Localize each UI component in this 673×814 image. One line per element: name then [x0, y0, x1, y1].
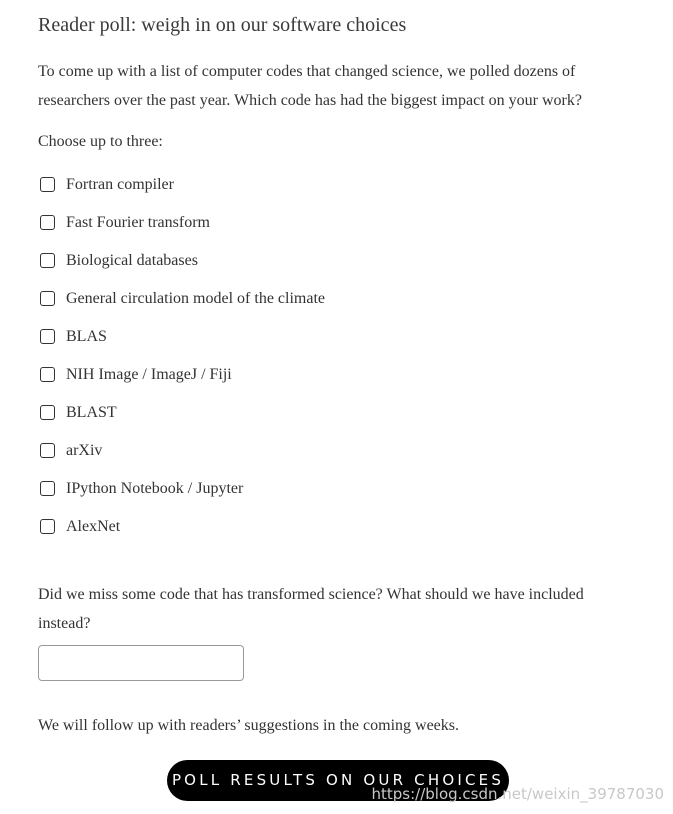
poll-intro: To come up with a list of computer codes that changed science, we polled dozens of researchers over the past year. Which code has had the biggest impact on your work? [38, 63, 582, 109]
option-fortran-compiler[interactable] [40, 175, 325, 213]
poll-results-button[interactable]: POLL RESULTS ON OUR CHOICES [167, 760, 509, 801]
option-nih-image[interactable] [40, 365, 325, 403]
checkbox[interactable] [40, 443, 55, 458]
checkbox[interactable] [40, 291, 55, 306]
checkbox[interactable] [40, 367, 55, 382]
option-alexnet[interactable] [40, 517, 325, 555]
option-label[interactable]: General circulation model of the climate [66, 290, 325, 307]
checkbox[interactable] [40, 177, 55, 192]
checkbox[interactable] [40, 215, 55, 230]
suggestion-input[interactable] [38, 645, 244, 681]
option-label[interactable]: NIH Image / ImageJ / Fiji [66, 366, 232, 383]
options-list [40, 175, 325, 555]
option-label[interactable]: arXiv [66, 442, 103, 459]
checkbox[interactable] [40, 253, 55, 268]
option-label[interactable]: BLAS [66, 328, 107, 345]
option-blast[interactable] [40, 403, 325, 441]
checkbox[interactable] [40, 481, 55, 496]
option-fast-fourier-transform[interactable] [40, 213, 325, 251]
option-blas[interactable] [40, 327, 325, 365]
option-ipython-jupyter[interactable] [40, 479, 325, 517]
watermark: https://blog.csdn.net/weixin_39787030 [371, 785, 664, 803]
option-label[interactable]: Biological databases [66, 252, 198, 269]
option-arxiv[interactable] [40, 441, 325, 479]
checkbox[interactable] [40, 329, 55, 344]
option-general-circulation-model[interactable] [40, 289, 325, 327]
choose-instruction: Choose up to three: [38, 133, 163, 150]
option-label[interactable]: Fortran compiler [66, 176, 174, 193]
checkbox[interactable] [40, 405, 55, 420]
option-biological-databases[interactable] [40, 251, 325, 289]
option-label[interactable]: BLAST [66, 404, 117, 421]
poll-title: Reader poll: weigh in on our software choices [38, 14, 407, 36]
checkbox[interactable] [40, 519, 55, 534]
followup-note: We will follow up with readers’ suggestions in the coming weeks. [38, 717, 459, 734]
option-label[interactable]: AlexNet [66, 518, 121, 535]
missing-code-question: Did we miss some code that has transformed science? What should we have included instead? [38, 586, 584, 632]
option-label[interactable]: IPython Notebook / Jupyter [66, 480, 244, 497]
option-label[interactable]: Fast Fourier transform [66, 214, 210, 231]
